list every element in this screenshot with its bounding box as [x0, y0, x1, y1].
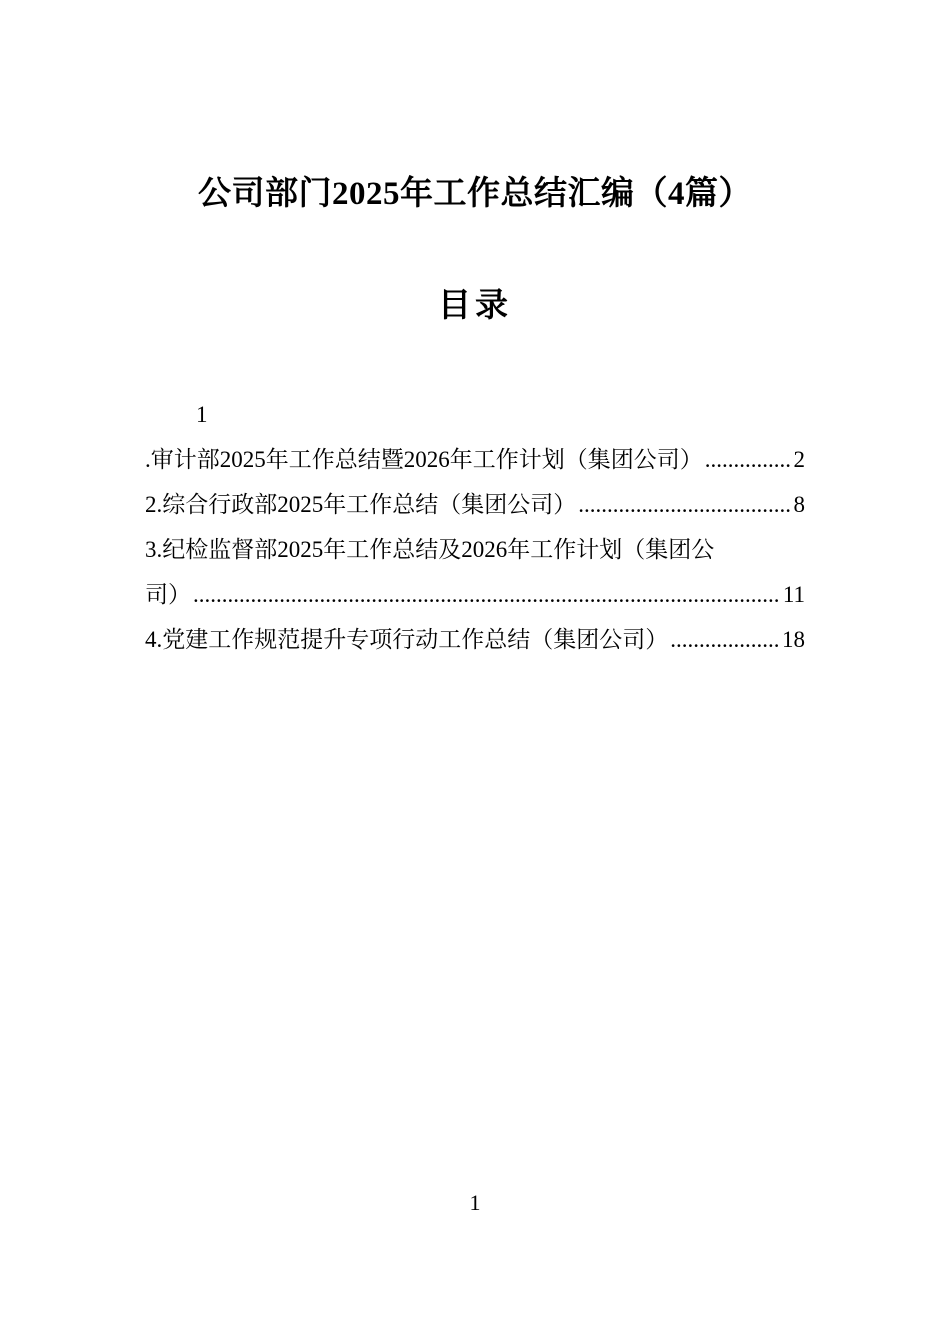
toc-item-2-leader	[578, 482, 791, 527]
toc-item-1-page: 2	[793, 447, 805, 472]
toc-item-3-title-continued: 司）	[145, 582, 191, 607]
toc-item-3-leader	[193, 572, 781, 617]
toc-item-1-title: .审计部2025年工作总结暨2026年工作计划（集团公司）	[145, 447, 703, 472]
toc-item-2-page: 8	[793, 492, 805, 517]
toc-heading: 目录	[438, 288, 512, 324]
toc-item-3-line2[interactable]	[145, 572, 805, 617]
page-number: 1	[469, 1190, 481, 1215]
toc-item-3-page: 11	[782, 582, 805, 607]
toc-item-4[interactable]	[145, 617, 805, 662]
toc-item-2-title: 2.综合行政部2025年工作总结（集团公司）	[145, 492, 577, 517]
toc-item-4-title: 4.党建工作规范提升专项行动工作总结（集团公司）	[145, 627, 669, 652]
toc-item-1[interactable]	[145, 437, 805, 482]
toc-item-3-line1[interactable]	[145, 527, 805, 572]
toc-item-1-leader	[705, 437, 792, 482]
document-title: 公司部门2025年工作总结汇编（4篇）	[198, 176, 752, 212]
toc-item-3-title: 3.纪检监督部2025年工作总结及2026年工作计划（集团公	[145, 537, 715, 562]
toc-item-4-leader	[670, 617, 780, 662]
table-of-contents	[145, 392, 805, 662]
toc-item-4-page: 18	[782, 627, 805, 652]
toc-item-1-number: 1	[196, 402, 208, 427]
toc-item-2[interactable]	[145, 482, 805, 527]
